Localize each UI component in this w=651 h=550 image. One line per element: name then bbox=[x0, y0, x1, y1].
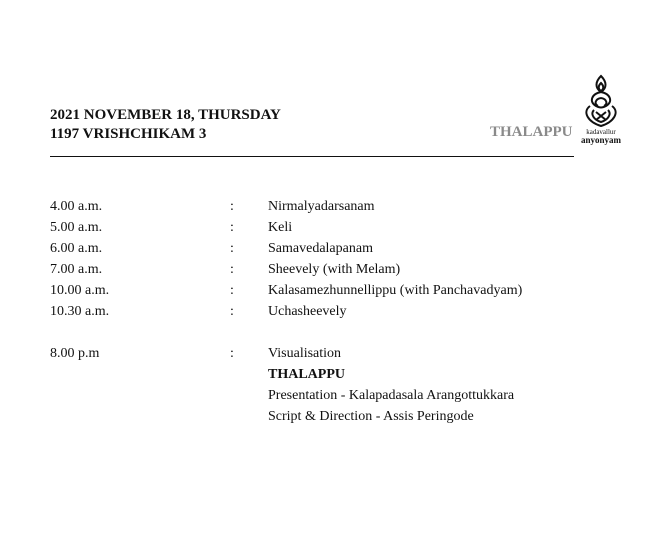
schedule-time: 7.00 a.m. bbox=[50, 262, 103, 277]
schedule-time: 10.00 a.m. bbox=[50, 283, 110, 298]
schedule-separator: : bbox=[230, 346, 234, 361]
section-title: THALAPPU bbox=[490, 124, 573, 140]
schedule-event: Visualisation bbox=[268, 346, 342, 361]
schedule-event: Sheevely (with Melam) bbox=[268, 262, 401, 277]
schedule-event: Kalasamezhunnellippu (with Panchavadyam) bbox=[268, 283, 523, 298]
evening-presentation: Presentation - Kalapadasala Arangottukkara bbox=[268, 388, 515, 403]
schedule-event: Uchasheevely bbox=[268, 304, 347, 319]
date-malayalam: 1197 VRISHCHIKAM 3 bbox=[50, 126, 207, 142]
date-gregorian: 2021 NOVEMBER 18, THURSDAY bbox=[50, 107, 281, 123]
evening-title: THALAPPU bbox=[268, 367, 345, 382]
schedule-separator: : bbox=[230, 304, 234, 319]
schedule-separator: : bbox=[230, 199, 234, 214]
header-divider bbox=[50, 156, 574, 157]
schedule-separator: : bbox=[230, 262, 234, 277]
schedule-separator: : bbox=[230, 283, 234, 298]
schedule-time: 10.30 a.m. bbox=[50, 304, 110, 319]
schedule-event: Nirmalyadarsanam bbox=[268, 199, 375, 214]
header-date-block bbox=[50, 106, 281, 144]
schedule-event: Samavedalapanam bbox=[268, 241, 373, 256]
schedule-separator: : bbox=[230, 241, 234, 256]
logo-text-top: kadavallur bbox=[586, 128, 616, 136]
logo-text-bottom: anyonyam bbox=[580, 135, 621, 145]
flame-lamp-icon bbox=[576, 74, 626, 128]
evening-script: Script & Direction - Assis Peringode bbox=[268, 409, 474, 424]
schedule-event: Keli bbox=[268, 220, 293, 235]
schedule-separator: : bbox=[230, 220, 234, 235]
schedule-time: 8.00 p.m bbox=[50, 346, 100, 361]
anyonyam-logo bbox=[576, 74, 626, 148]
schedule-time: 4.00 a.m. bbox=[50, 199, 103, 214]
schedule-time: 5.00 a.m. bbox=[50, 220, 103, 235]
schedule-time: 6.00 a.m. bbox=[50, 241, 103, 256]
